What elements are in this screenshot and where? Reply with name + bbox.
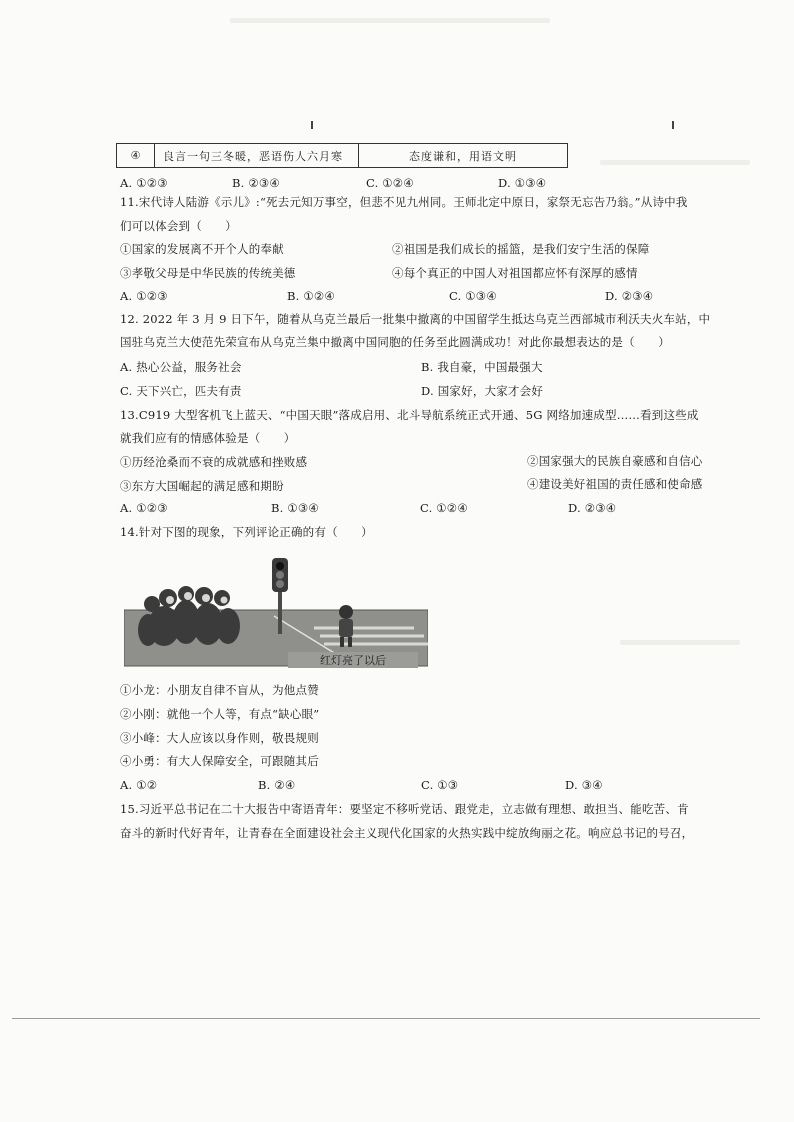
q12-option-a: A. 热心公益，服务社会 <box>120 360 242 374</box>
q14-statement-1: ①小龙：小朋友自律不盲从，为他点赞 <box>120 683 319 697</box>
q13-stem: 13.C919 大型客机飞上蓝天、“中国天眼”落成启用、北斗导航系统正式开通、5G 网络加速成型……看到这些成 <box>120 408 699 422</box>
q14-option-b: B. ②④ <box>258 778 296 792</box>
scan-mark <box>311 121 313 129</box>
q15-stem: 15.习近平总书记在二十大报告中寄语青年：要坚定不移听党话、跟党走，立志做有理想、敢担当、能吃苦、肯 <box>120 802 689 816</box>
q14-option-c: C. ①③ <box>421 778 459 792</box>
q14-statement-2: ②小刚：就他一个人等，有点“缺心眼” <box>120 707 320 721</box>
q14-statement-3: ③小峰：大人应该以身作则，敬畏规则 <box>120 731 319 745</box>
q11-option-d: D. ②③④ <box>605 289 654 303</box>
q11-statement-2: ②祖国是我们成长的摇篮，是我们安宁生活的保障 <box>392 242 650 256</box>
q13-stem-cont: 就我们应有的情感体验是（ ） <box>120 431 296 445</box>
q11-statement-4: ④每个真正的中国人对祖国都应怀有深厚的感情 <box>392 266 638 280</box>
scan-artifact <box>600 160 750 165</box>
q14-stem: 14.针对下图的现象，下列评论正确的有（ ） <box>120 525 373 539</box>
scan-mark <box>672 121 674 129</box>
q13-option-b: B. ①③④ <box>271 501 319 515</box>
q12-stem-cont: 国驻乌克兰大使范先荣宣布从乌克兰集中撤离中国同胞的任务至此圆满成功！对此你最想表达的是（ ） <box>120 335 670 349</box>
q13-option-d: D. ②③④ <box>568 501 617 515</box>
q11-stem: 11.宋代诗人陆游《示儿》:“死去元知万事空，但悲不见九州同。王师北定中原日，家祭无忘告乃翁。”从诗中我 <box>120 195 688 209</box>
q13-statement-2: ②国家强大的民族自豪感和自信心 <box>527 454 703 468</box>
q10-option-d: D. ①③④ <box>498 176 547 190</box>
q14-option-a: A. ①② <box>120 778 158 792</box>
q11-stem-cont: 们可以体会到（ ） <box>120 219 237 233</box>
row-number: ④ <box>117 144 155 167</box>
answer-table-row <box>116 143 568 168</box>
q15-stem-cont: 奋斗的新时代好青年，让青春在全面建设社会主义现代化国家的火热实践中绽放绚丽之花。响应总书记的号召， <box>120 826 694 840</box>
q11-statement-3: ③孝敬父母是中华民族的传统美德 <box>120 266 296 280</box>
q13-statement-1: ①历经沧桑而不衰的成就感和挫败感 <box>120 455 308 469</box>
q10-option-c: C. ①②④ <box>366 176 414 190</box>
picture-caption: 红灯亮了以后 <box>320 654 386 667</box>
q13-statement-4: ④建设美好祖国的责任感和使命感 <box>527 477 703 491</box>
q10-option-a: A. ①②③ <box>120 176 168 190</box>
q13-statement-3: ③东方大国崛起的满足感和期盼 <box>120 479 284 493</box>
q11-statement-1: ①国家的发展离不开个人的奉献 <box>120 242 284 256</box>
q11-option-c: C. ①③④ <box>449 289 497 303</box>
q14-option-d: D. ③④ <box>565 778 603 792</box>
scan-artifact <box>230 18 550 23</box>
q12-option-d: D. 国家好，大家才会好 <box>421 384 544 398</box>
q12-stem: 12. 2022 年 3 月 9 日下午，随着从乌克兰最后一批集中撤离的中国留学生抵达乌克兰西部城市利沃夫火车站，中 <box>120 312 711 326</box>
row-meaning: 态度谦和，用语文明 <box>409 149 517 163</box>
q13-option-c: C. ①②④ <box>420 501 468 515</box>
q14-statement-4: ④小勇：有大人保障安全，可跟随其后 <box>120 754 319 768</box>
page-bottom-rule <box>12 1018 760 1019</box>
row-saying: 良言一句三冬暖，恶语伤人六月寒 <box>155 144 359 167</box>
q12-option-b: B. 我自豪，中国最强大 <box>421 360 543 374</box>
q13-option-a: A. ①②③ <box>120 501 168 515</box>
scan-artifact <box>620 640 740 645</box>
q11-option-a: A. ①②③ <box>120 289 168 303</box>
q10-option-b: B. ②③④ <box>232 176 280 190</box>
traffic-light-cartoon <box>124 552 428 670</box>
q12-option-c: C. 天下兴亡，匹夫有责 <box>120 384 242 398</box>
q11-option-b: B. ①②④ <box>287 289 335 303</box>
